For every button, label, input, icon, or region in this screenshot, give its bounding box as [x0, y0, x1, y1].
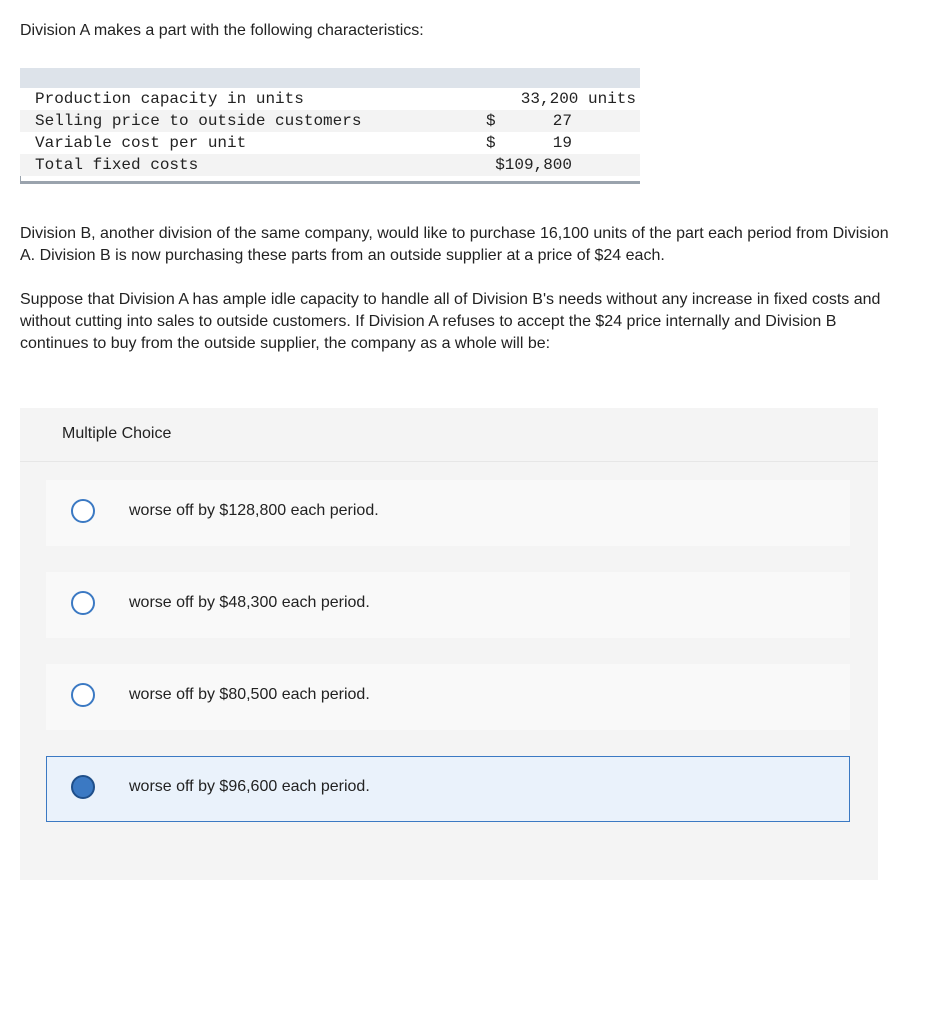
row-value: 19 [552, 134, 572, 152]
choice-label: worse off by $48,300 each period. [129, 594, 370, 611]
choice-option-2[interactable] [46, 572, 850, 638]
row-value: 33,200 units [520, 90, 636, 108]
choice-label: worse off by $128,800 each period. [129, 502, 379, 519]
multiple-choice-title: Multiple Choice [62, 425, 172, 442]
radio-button-icon[interactable] [71, 591, 95, 615]
row-currency: $ [486, 112, 496, 130]
table-row [20, 110, 640, 132]
question-paragraph-1: Division B, another division of the same company, would like to purchase 16,100 units of the part each period from Division A. Division B is now purchasing these parts from an outside supplier at a price of $24 each. [20, 225, 889, 264]
divider [20, 461, 878, 462]
table-row [20, 154, 640, 176]
row-label: Variable cost per unit [35, 134, 247, 152]
choice-label: worse off by $80,500 each period. [129, 686, 370, 703]
row-label: Total fixed costs [35, 156, 199, 174]
row-value: 27 [552, 112, 572, 130]
choice-option-4[interactable] [46, 756, 850, 822]
table-footer-rule [20, 176, 640, 184]
table-header-bar [20, 68, 640, 88]
row-label: Selling price to outside customers [35, 112, 362, 130]
radio-button-icon[interactable] [71, 499, 95, 523]
question-paragraph-2: Suppose that Division A has ample idle capacity to handle all of Division B's needs without any increase in fixed costs and without cutting into sales to outside customers. If Division A refuses to accept the $24 price internally and Division B continues to buy from the outside supplier, the company as a whole will be: [20, 291, 881, 352]
choice-option-3[interactable] [46, 664, 850, 730]
characteristics-table [20, 68, 640, 184]
row-currency: $ [486, 134, 496, 152]
table-row [20, 88, 640, 110]
radio-button-icon[interactable] [71, 683, 95, 707]
row-label: Production capacity in units [35, 90, 304, 108]
choice-label: worse off by $96,600 each period. [129, 778, 370, 795]
choice-option-1[interactable] [46, 480, 850, 546]
multiple-choice-panel [20, 408, 878, 880]
row-value: $109,800 [495, 156, 572, 174]
question-intro: Division A makes a part with the following characteristics: [20, 22, 424, 39]
table-row [20, 132, 640, 154]
radio-button-selected-icon[interactable] [71, 775, 95, 799]
